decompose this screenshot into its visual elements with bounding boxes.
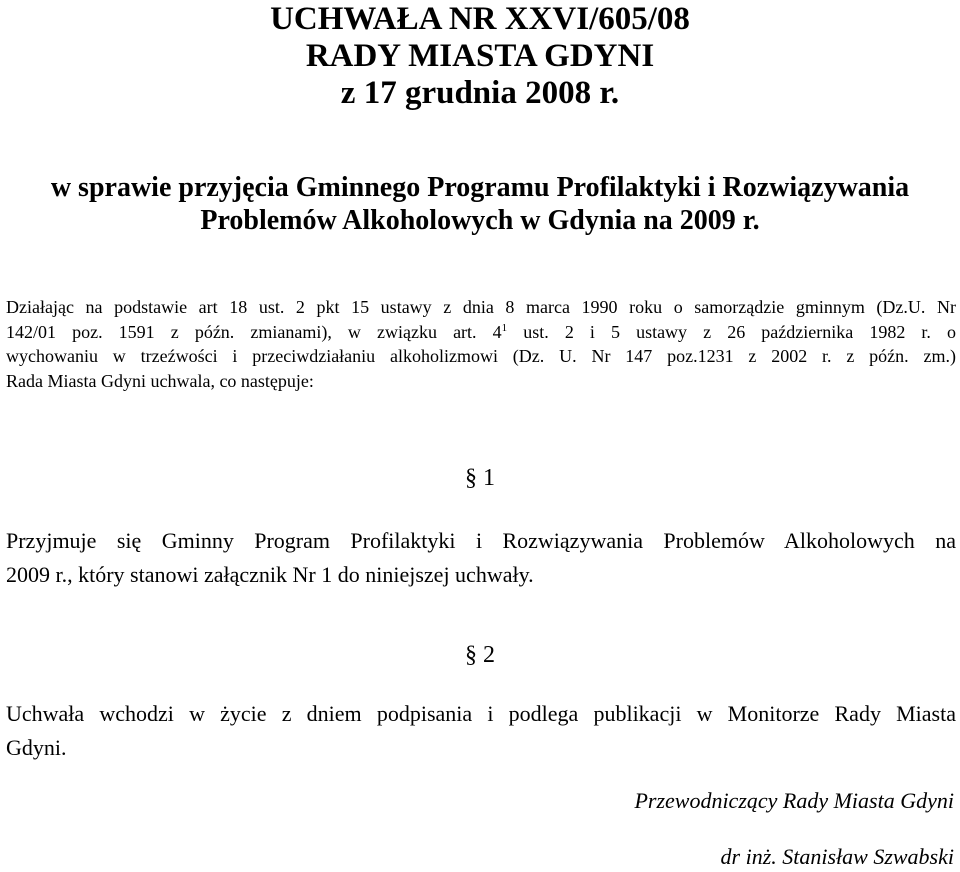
section-2-text (6, 697, 956, 765)
signatory-role: Przewodniczący Rady Miasta Gdyni (634, 788, 954, 813)
preamble-text-2 (6, 319, 956, 345)
preamble-line-4: Rada Miasta Gdyni uchwala, co następuje: (6, 371, 314, 391)
preamble-line-1 (6, 294, 956, 320)
resolution-date: z 17 grudnia 2008 r. (340, 75, 620, 111)
resolution-number: UCHWAŁA NR XXVI/605/08 (270, 1, 690, 37)
council-name: RADY MIASTA GDYNI (305, 38, 655, 74)
subject-line-1: w sprawie przyjęcia Gminnego Programu Profilaktyki i Rozwiązywania (50, 172, 910, 203)
section-2-line-1: Uchwała wchodzi w życie z dniem podpisania i podlega publikacji w Monitorze Rady Miasta (6, 701, 956, 726)
preamble-text-3: wychowaniu w trzeźwości i przeciwdziałaniu alkoholizmowi (Dz. U. Nr 147 poz.1231 z 2002 r. z późn. zm.) (6, 346, 956, 366)
section-2-line-2: Gdyni. (6, 735, 67, 760)
section-2-mark: § 2 (465, 642, 495, 668)
subject-line-2: Problemów Alkoholowych w Gdynia na 2009 r. (200, 205, 760, 236)
preamble-text-2a: 142/01 poz. 1591 z późn. zmianami), w związku art. 4 (6, 322, 502, 342)
preamble-line-2 (6, 319, 956, 345)
preamble-text-1: Działając na podstawie art 18 ust. 2 pkt 15 ustawy z dnia 8 marca 1990 roku o samorządzie gminnym (Dz.U. Nr (6, 297, 956, 317)
section-1-mark: § 1 (465, 465, 495, 491)
signatory-name: dr inż. Stanisław Szwabski (720, 844, 954, 869)
preamble-line-3 (6, 343, 956, 369)
section-1-text (6, 524, 956, 592)
superscript: 1 (501, 322, 508, 334)
section-1-line-2: 2009 r., który stanowi załącznik Nr 1 do niniejszej uchwały. (6, 562, 534, 587)
section-1-line-1: Przyjmuje się Gminny Program Profilaktyki i Rozwiązywania Problemów Alkoholowych na (6, 528, 956, 553)
preamble-text-2b: ust. 2 i 5 ustawy z 26 października 1982 r. o (507, 322, 956, 342)
